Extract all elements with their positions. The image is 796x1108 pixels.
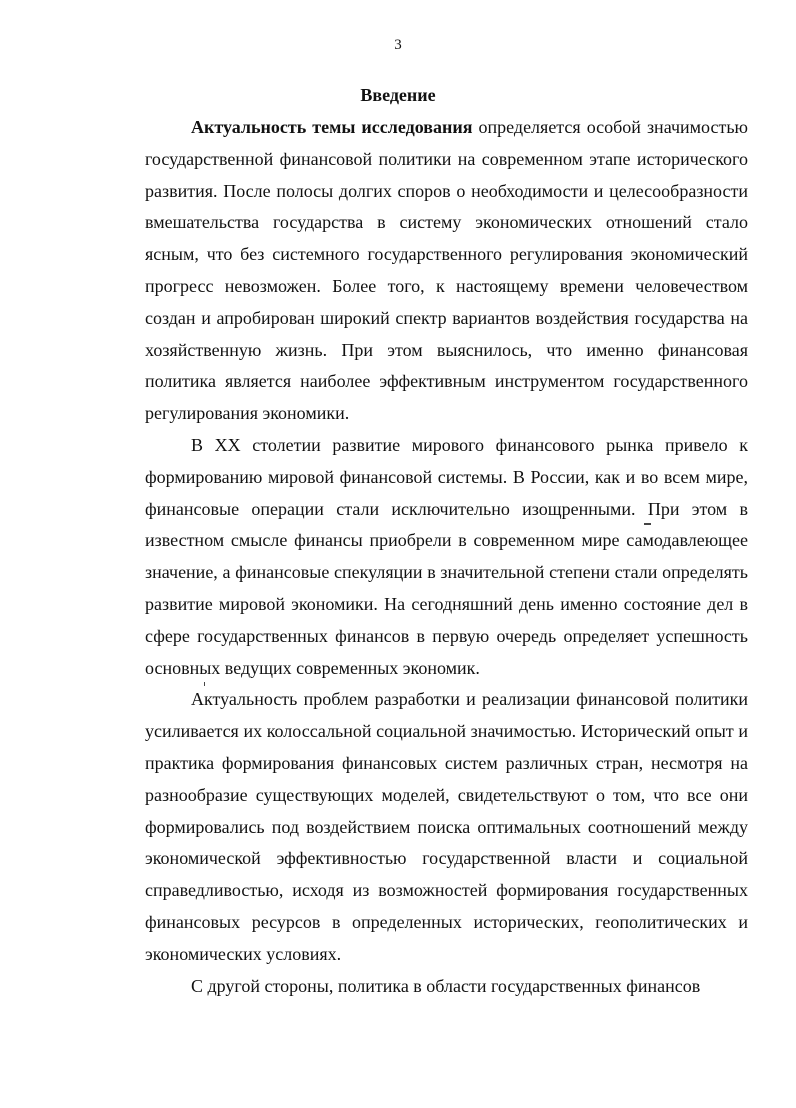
relevance-lead-phrase: Актуальность темы исследования: [191, 117, 473, 137]
body-text: [145, 112, 748, 1002]
paragraph-text: В XX столетии развитие мирового финансового рынка привело к формированию мировой финансовой системы. В России, как и во всем мире, финансовые операции стали исключительно изощренными. При этом в известном смысле финансы приобрели в современном мире самодавлеющее значение, а финансовые спекуляции в значительной степени стали определять развитие мировой экономики. На сегодняшний день именно состояние дел в сфере государственных финансов в первую очередь определяет успешность основных ведущих современных экономик.: [145, 434, 748, 678]
paragraph-social-significance: [145, 684, 748, 970]
paragraph-other-side: [145, 971, 748, 1003]
page-number: 3: [394, 37, 402, 53]
scan-speck: [644, 523, 651, 525]
section-heading: Введение: [360, 85, 436, 105]
paragraph-text: С другой стороны, политика в области государственных финансов: [191, 975, 701, 996]
paragraph-text: Актуальность проблем разработки и реализации финансовой политики усиливается их колоссальной социальной значимостью. Исторический опыт и практика формирования финансовых систем различных стран, несмотря на разнообразие существующих моделей, свидетельствуют о том, что все они формировались под воздействием поиска оптимальных соотношений между экономической эффективностью государственной власти и социальной справедливостью, исходя из возможностей формирования государственных финансовых ресурсов в определенных исторических, геополитических и экономических условиях.: [145, 689, 748, 964]
paragraph-text: определяется особой значимостью государственной финансовой политики на современном этапе исторического развития. После полосы долгих споров о необходимости и целесообразности вмешательства государства в систему экономических отношений стало ясным, что без системного государственного регулирования экономический прогресс невозможен. Более того, к настоящему времени человечеством создан и апробирован широкий спектр вариантов воздействия государства на хозяйственную жизнь. При этом выяснилось, что именно финансовая политика является наиболее эффективным инструментом государственного регулирования экономики.: [145, 117, 748, 424]
scan-speck: [204, 682, 205, 686]
paragraph-relevance: [145, 112, 748, 430]
paragraph-financial-system: [145, 430, 748, 684]
